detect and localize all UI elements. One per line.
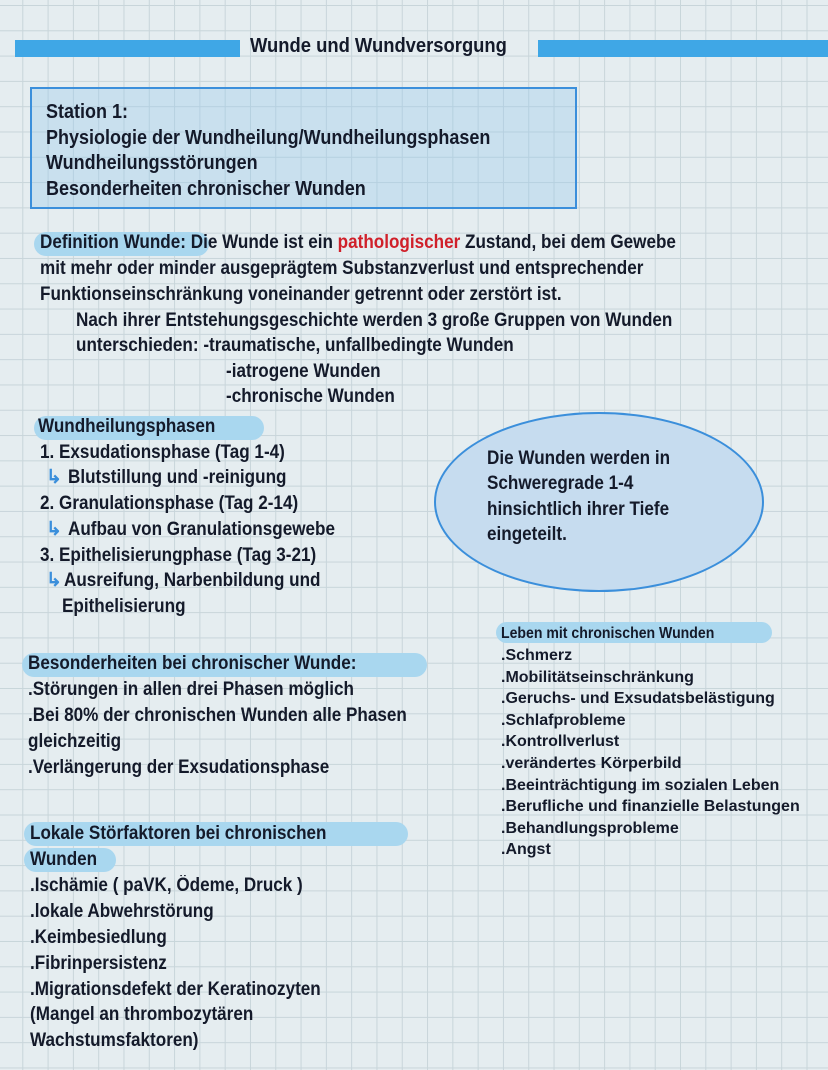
lokale-line: .Fibrinpersistenz: [30, 953, 167, 974]
besonderheiten-heading: Besonderheiten bei chronischer Wunde:: [28, 653, 357, 674]
arrow-icon: ↳: [46, 467, 62, 488]
lokale-heading: Lokale Störfaktoren bei chronischen: [30, 823, 327, 844]
leben-heading: Leben mit chronischen Wunden: [501, 625, 715, 642]
definition-line: [40, 231, 676, 255]
pathologisch-highlight: pathologischer: [337, 232, 461, 253]
phase-line: Epithelisierung: [62, 596, 186, 617]
station-line: Physiologie der Wundheilung/Wundheilungsphasen: [46, 127, 491, 149]
besonderheiten-line: .Verlängerung der Exsudationsphase: [28, 757, 330, 778]
besonderheiten-line: .Störungen in allen drei Phasen möglich: [28, 679, 354, 700]
lokale-line: .lokale Abwehrstörung: [30, 901, 214, 922]
ellipse-line: Schweregrade 1-4: [487, 473, 634, 494]
station-line: Wundheilungsstörungen: [46, 152, 258, 174]
definition-text: Die Wunde ist ein: [185, 232, 338, 253]
title-bar-right: [538, 40, 828, 57]
leben-item: .Schmerz: [501, 647, 573, 664]
lokale-line: .Ischämie ( paVK, Ödeme, Druck ): [30, 875, 303, 896]
definition-line: unterschieden: -traumatische, unfallbedingte Wunden: [76, 335, 514, 356]
lokale-line: (Mangel an thrombozytären: [30, 1004, 254, 1025]
lokale-line: Wachstumsfaktoren): [30, 1030, 199, 1051]
phase-line: Ausreifung, Narbenbildung und: [64, 570, 321, 591]
leben-item: .Behandlungsprobleme: [501, 819, 679, 837]
besonderheiten-line: .Bei 80% der chronischen Wunden alle Phasen: [28, 705, 407, 726]
phase-line: 3. Epithelisierungphase (Tag 3-21): [40, 545, 317, 566]
definition-line: -chronische Wunden: [226, 386, 395, 407]
station-line: Besonderheiten chronischer Wunden: [46, 178, 366, 200]
arrow-icon: ↳: [46, 570, 62, 591]
leben-item: .Kontrollverlust: [501, 733, 620, 751]
definition-line: mit mehr oder minder ausgeprägtem Substanzverlust und entsprechender: [40, 258, 644, 279]
phase-line: Blutstillung und -reinigung: [68, 467, 287, 488]
leben-list: [501, 645, 800, 861]
leben-item: .verändertes Körperbild: [501, 754, 682, 772]
definition-label: Definition Wunde:: [40, 232, 186, 253]
phase-line: Aufbau von Granulationsgewebe: [68, 519, 335, 540]
ellipse-line: eingeteilt.: [487, 524, 567, 545]
leben-item: .Angst: [501, 841, 551, 859]
leben-item: .Schlafprobleme: [501, 711, 626, 729]
lokale-line: .Keimbesiedlung: [30, 927, 167, 948]
ellipse-line: hinsichtlich ihrer Tiefe: [487, 499, 670, 520]
definition-line: Funktionseinschränkung voneinander getrennt oder zerstört ist.: [40, 284, 562, 305]
definition-line: -iatrogene Wunden: [226, 361, 381, 382]
definition-line: Nach ihrer Entstehungsgeschichte werden 3 große Gruppen von Wunden: [76, 310, 673, 331]
page-title: Wunde und Wundversorgung: [250, 35, 507, 57]
station-line: Station 1:: [46, 101, 129, 123]
phase-line: 2. Granulationsphase (Tag 2-14): [40, 493, 299, 514]
definition-text: Zustand, bei dem Gewebe: [460, 232, 676, 253]
leben-item: .Berufliche und finanzielle Belastungen: [501, 798, 800, 816]
arrow-icon: ↳: [46, 519, 62, 540]
leben-item: .Mobilitätseinschränkung: [501, 668, 694, 686]
leben-item: .Beeinträchtigung im sozialen Leben: [501, 776, 780, 794]
phase-line: 1. Exsudationsphase (Tag 1-4): [40, 442, 285, 463]
lokale-line: .Migrationsdefekt der Keratinozyten: [30, 979, 321, 1000]
besonderheiten-line: gleichzeitig: [28, 731, 122, 752]
lokale-heading: Wunden: [30, 849, 98, 870]
title-bar-left: [15, 40, 240, 57]
leben-item: .Geruchs- und Exsudatsbelästigung: [501, 690, 775, 708]
phases-heading: Wundheilungsphasen: [38, 416, 216, 437]
ellipse-line: Die Wunden werden in: [487, 448, 671, 469]
